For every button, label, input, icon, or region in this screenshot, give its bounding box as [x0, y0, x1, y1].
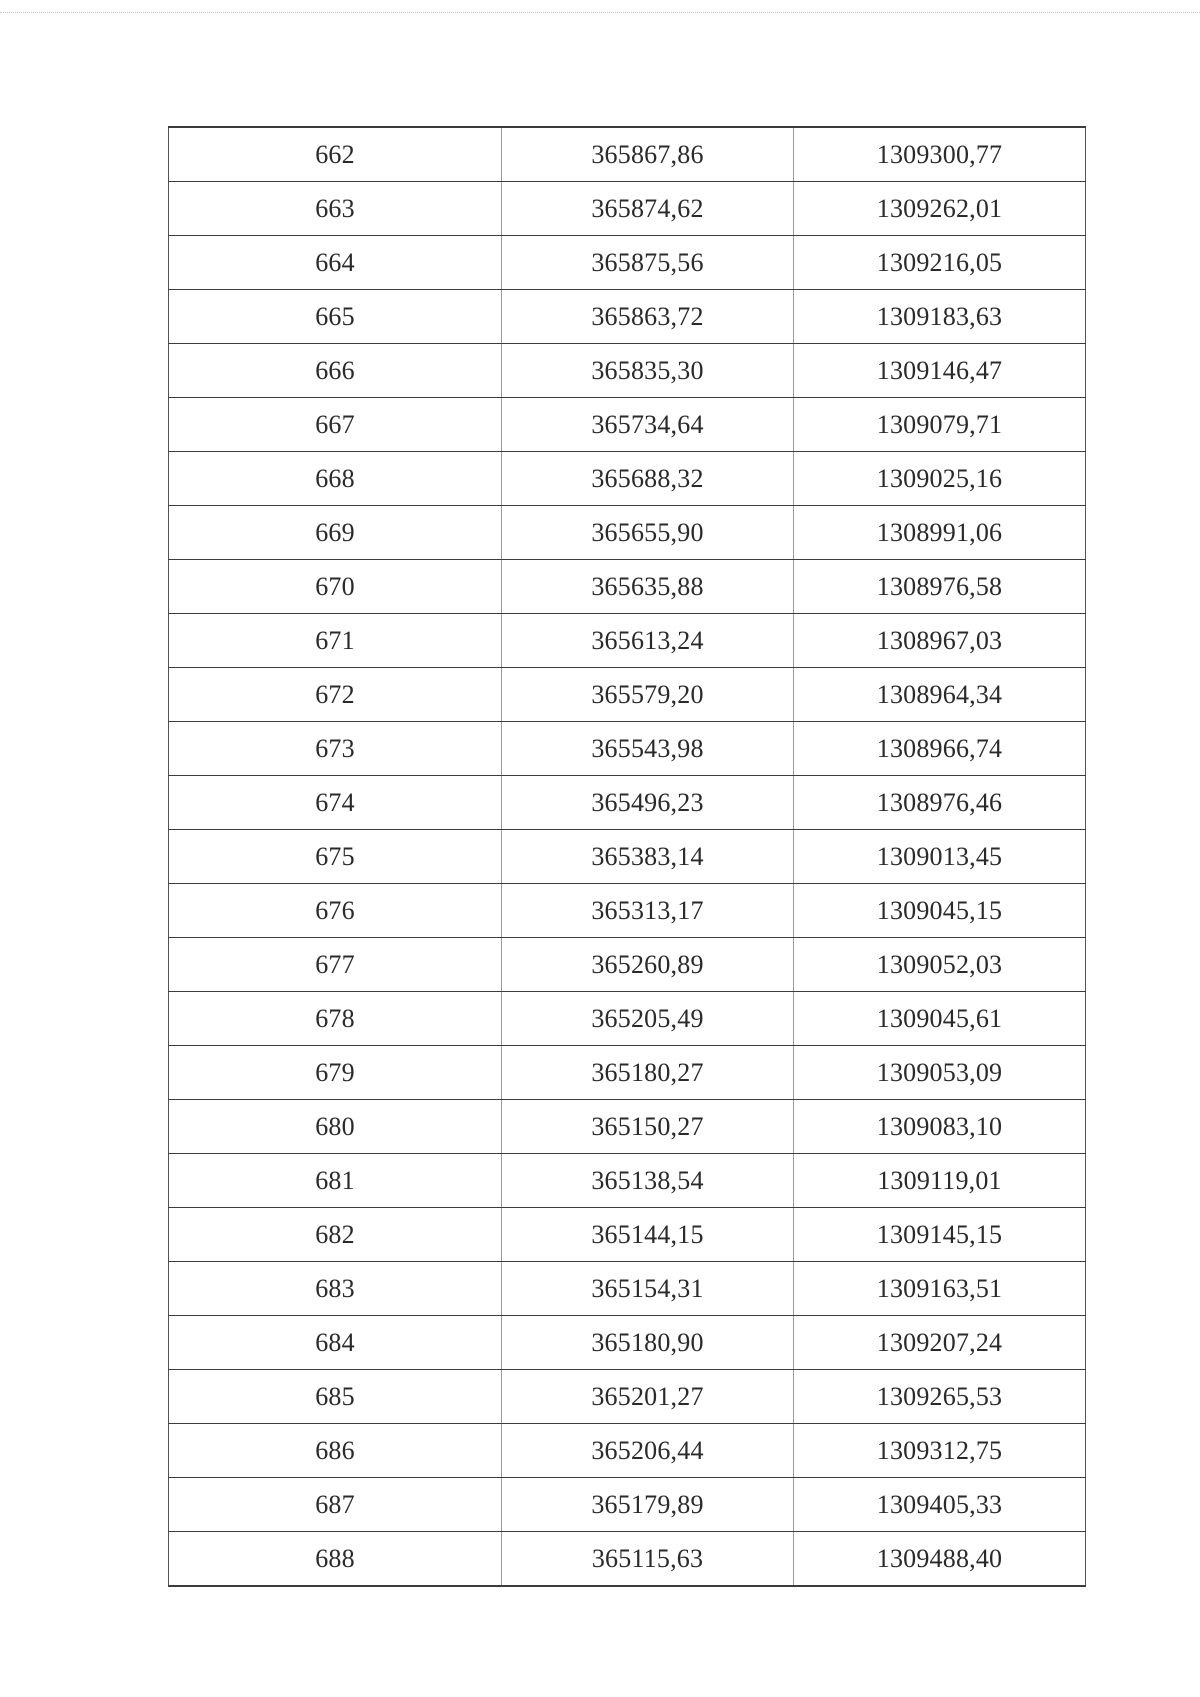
x-coordinate-cell: 365206,44: [502, 1424, 794, 1478]
point-number-cell: 684: [169, 1316, 502, 1370]
x-coordinate-cell: 365867,86: [502, 127, 794, 182]
point-number-cell: 677: [169, 938, 502, 992]
y-coordinate-cell: 1309183,63: [794, 290, 1086, 344]
x-coordinate-cell: 365383,14: [502, 830, 794, 884]
point-number-cell: 676: [169, 884, 502, 938]
y-coordinate-cell: 1309163,51: [794, 1262, 1086, 1316]
x-coordinate-cell: 365138,54: [502, 1154, 794, 1208]
point-number-cell: 682: [169, 1208, 502, 1262]
coordinates-table-body: [169, 127, 1086, 1586]
x-coordinate-cell: 365875,56: [502, 236, 794, 290]
point-number-cell: 669: [169, 506, 502, 560]
point-number-cell: 666: [169, 344, 502, 398]
y-coordinate-cell: 1309207,24: [794, 1316, 1086, 1370]
y-coordinate-cell: 1308966,74: [794, 722, 1086, 776]
coordinates-table: [168, 126, 1086, 1587]
x-coordinate-cell: 365144,15: [502, 1208, 794, 1262]
y-coordinate-cell: 1309025,16: [794, 452, 1086, 506]
point-number-cell: 679: [169, 1046, 502, 1100]
x-coordinate-cell: 365115,63: [502, 1532, 794, 1587]
y-coordinate-cell: 1309119,01: [794, 1154, 1086, 1208]
x-coordinate-cell: 365579,20: [502, 668, 794, 722]
table-row: [169, 1154, 1086, 1208]
y-coordinate-cell: 1309488,40: [794, 1532, 1086, 1587]
point-number-cell: 668: [169, 452, 502, 506]
y-coordinate-cell: 1308976,58: [794, 560, 1086, 614]
x-coordinate-cell: 365150,27: [502, 1100, 794, 1154]
x-coordinate-cell: 365543,98: [502, 722, 794, 776]
y-coordinate-cell: 1309405,33: [794, 1478, 1086, 1532]
point-number-cell: 665: [169, 290, 502, 344]
point-number-cell: 670: [169, 560, 502, 614]
x-coordinate-cell: 365613,24: [502, 614, 794, 668]
table-row: [169, 1208, 1086, 1262]
x-coordinate-cell: 365180,27: [502, 1046, 794, 1100]
y-coordinate-cell: 1308967,03: [794, 614, 1086, 668]
x-coordinate-cell: 365874,62: [502, 182, 794, 236]
table-row: [169, 1316, 1086, 1370]
x-coordinate-cell: 365835,30: [502, 344, 794, 398]
table-row: [169, 236, 1086, 290]
point-number-cell: 681: [169, 1154, 502, 1208]
point-number-cell: 688: [169, 1532, 502, 1587]
table-row: [169, 1262, 1086, 1316]
x-coordinate-cell: 365180,90: [502, 1316, 794, 1370]
point-number-cell: 663: [169, 182, 502, 236]
table-row: [169, 722, 1086, 776]
point-number-cell: 680: [169, 1100, 502, 1154]
x-coordinate-cell: 365313,17: [502, 884, 794, 938]
y-coordinate-cell: 1309146,47: [794, 344, 1086, 398]
x-coordinate-cell: 365688,32: [502, 452, 794, 506]
point-number-cell: 685: [169, 1370, 502, 1424]
table-row: [169, 560, 1086, 614]
x-coordinate-cell: 365205,49: [502, 992, 794, 1046]
point-number-cell: 683: [169, 1262, 502, 1316]
x-coordinate-cell: 365179,89: [502, 1478, 794, 1532]
y-coordinate-cell: 1309013,45: [794, 830, 1086, 884]
table-row: [169, 1424, 1086, 1478]
y-coordinate-cell: 1308991,06: [794, 506, 1086, 560]
y-coordinate-cell: 1309045,15: [794, 884, 1086, 938]
table-row: [169, 1370, 1086, 1424]
point-number-cell: 675: [169, 830, 502, 884]
y-coordinate-cell: 1309300,77: [794, 127, 1086, 182]
table-row: [169, 344, 1086, 398]
x-coordinate-cell: 365496,23: [502, 776, 794, 830]
point-number-cell: 671: [169, 614, 502, 668]
y-coordinate-cell: 1309053,09: [794, 1046, 1086, 1100]
point-number-cell: 662: [169, 127, 502, 182]
y-coordinate-cell: 1309265,53: [794, 1370, 1086, 1424]
x-coordinate-cell: 365154,31: [502, 1262, 794, 1316]
table-row: [169, 830, 1086, 884]
table-row: [169, 290, 1086, 344]
x-coordinate-cell: 365863,72: [502, 290, 794, 344]
x-coordinate-cell: 365655,90: [502, 506, 794, 560]
point-number-cell: 686: [169, 1424, 502, 1478]
table-row: [169, 127, 1086, 182]
table-row: [169, 884, 1086, 938]
x-coordinate-cell: 365260,89: [502, 938, 794, 992]
y-coordinate-cell: 1309312,75: [794, 1424, 1086, 1478]
table-row: [169, 1478, 1086, 1532]
y-coordinate-cell: 1308964,34: [794, 668, 1086, 722]
point-number-cell: 674: [169, 776, 502, 830]
y-coordinate-cell: 1309145,15: [794, 1208, 1086, 1262]
point-number-cell: 672: [169, 668, 502, 722]
x-coordinate-cell: 365734,64: [502, 398, 794, 452]
scan-edge-line: [0, 12, 1200, 13]
table-row: [169, 1100, 1086, 1154]
table-row: [169, 1532, 1086, 1587]
point-number-cell: 687: [169, 1478, 502, 1532]
y-coordinate-cell: 1309079,71: [794, 398, 1086, 452]
table-row: [169, 452, 1086, 506]
table-row: [169, 506, 1086, 560]
x-coordinate-cell: 365635,88: [502, 560, 794, 614]
table-row: [169, 938, 1086, 992]
y-coordinate-cell: 1309045,61: [794, 992, 1086, 1046]
table-row: [169, 614, 1086, 668]
table-row: [169, 1046, 1086, 1100]
point-number-cell: 667: [169, 398, 502, 452]
y-coordinate-cell: 1309083,10: [794, 1100, 1086, 1154]
y-coordinate-cell: 1309216,05: [794, 236, 1086, 290]
point-number-cell: 664: [169, 236, 502, 290]
table-row: [169, 182, 1086, 236]
point-number-cell: 678: [169, 992, 502, 1046]
y-coordinate-cell: 1309262,01: [794, 182, 1086, 236]
table-row: [169, 776, 1086, 830]
y-coordinate-cell: 1308976,46: [794, 776, 1086, 830]
table-row: [169, 992, 1086, 1046]
table-row: [169, 668, 1086, 722]
x-coordinate-cell: 365201,27: [502, 1370, 794, 1424]
table-row: [169, 398, 1086, 452]
point-number-cell: 673: [169, 722, 502, 776]
y-coordinate-cell: 1309052,03: [794, 938, 1086, 992]
